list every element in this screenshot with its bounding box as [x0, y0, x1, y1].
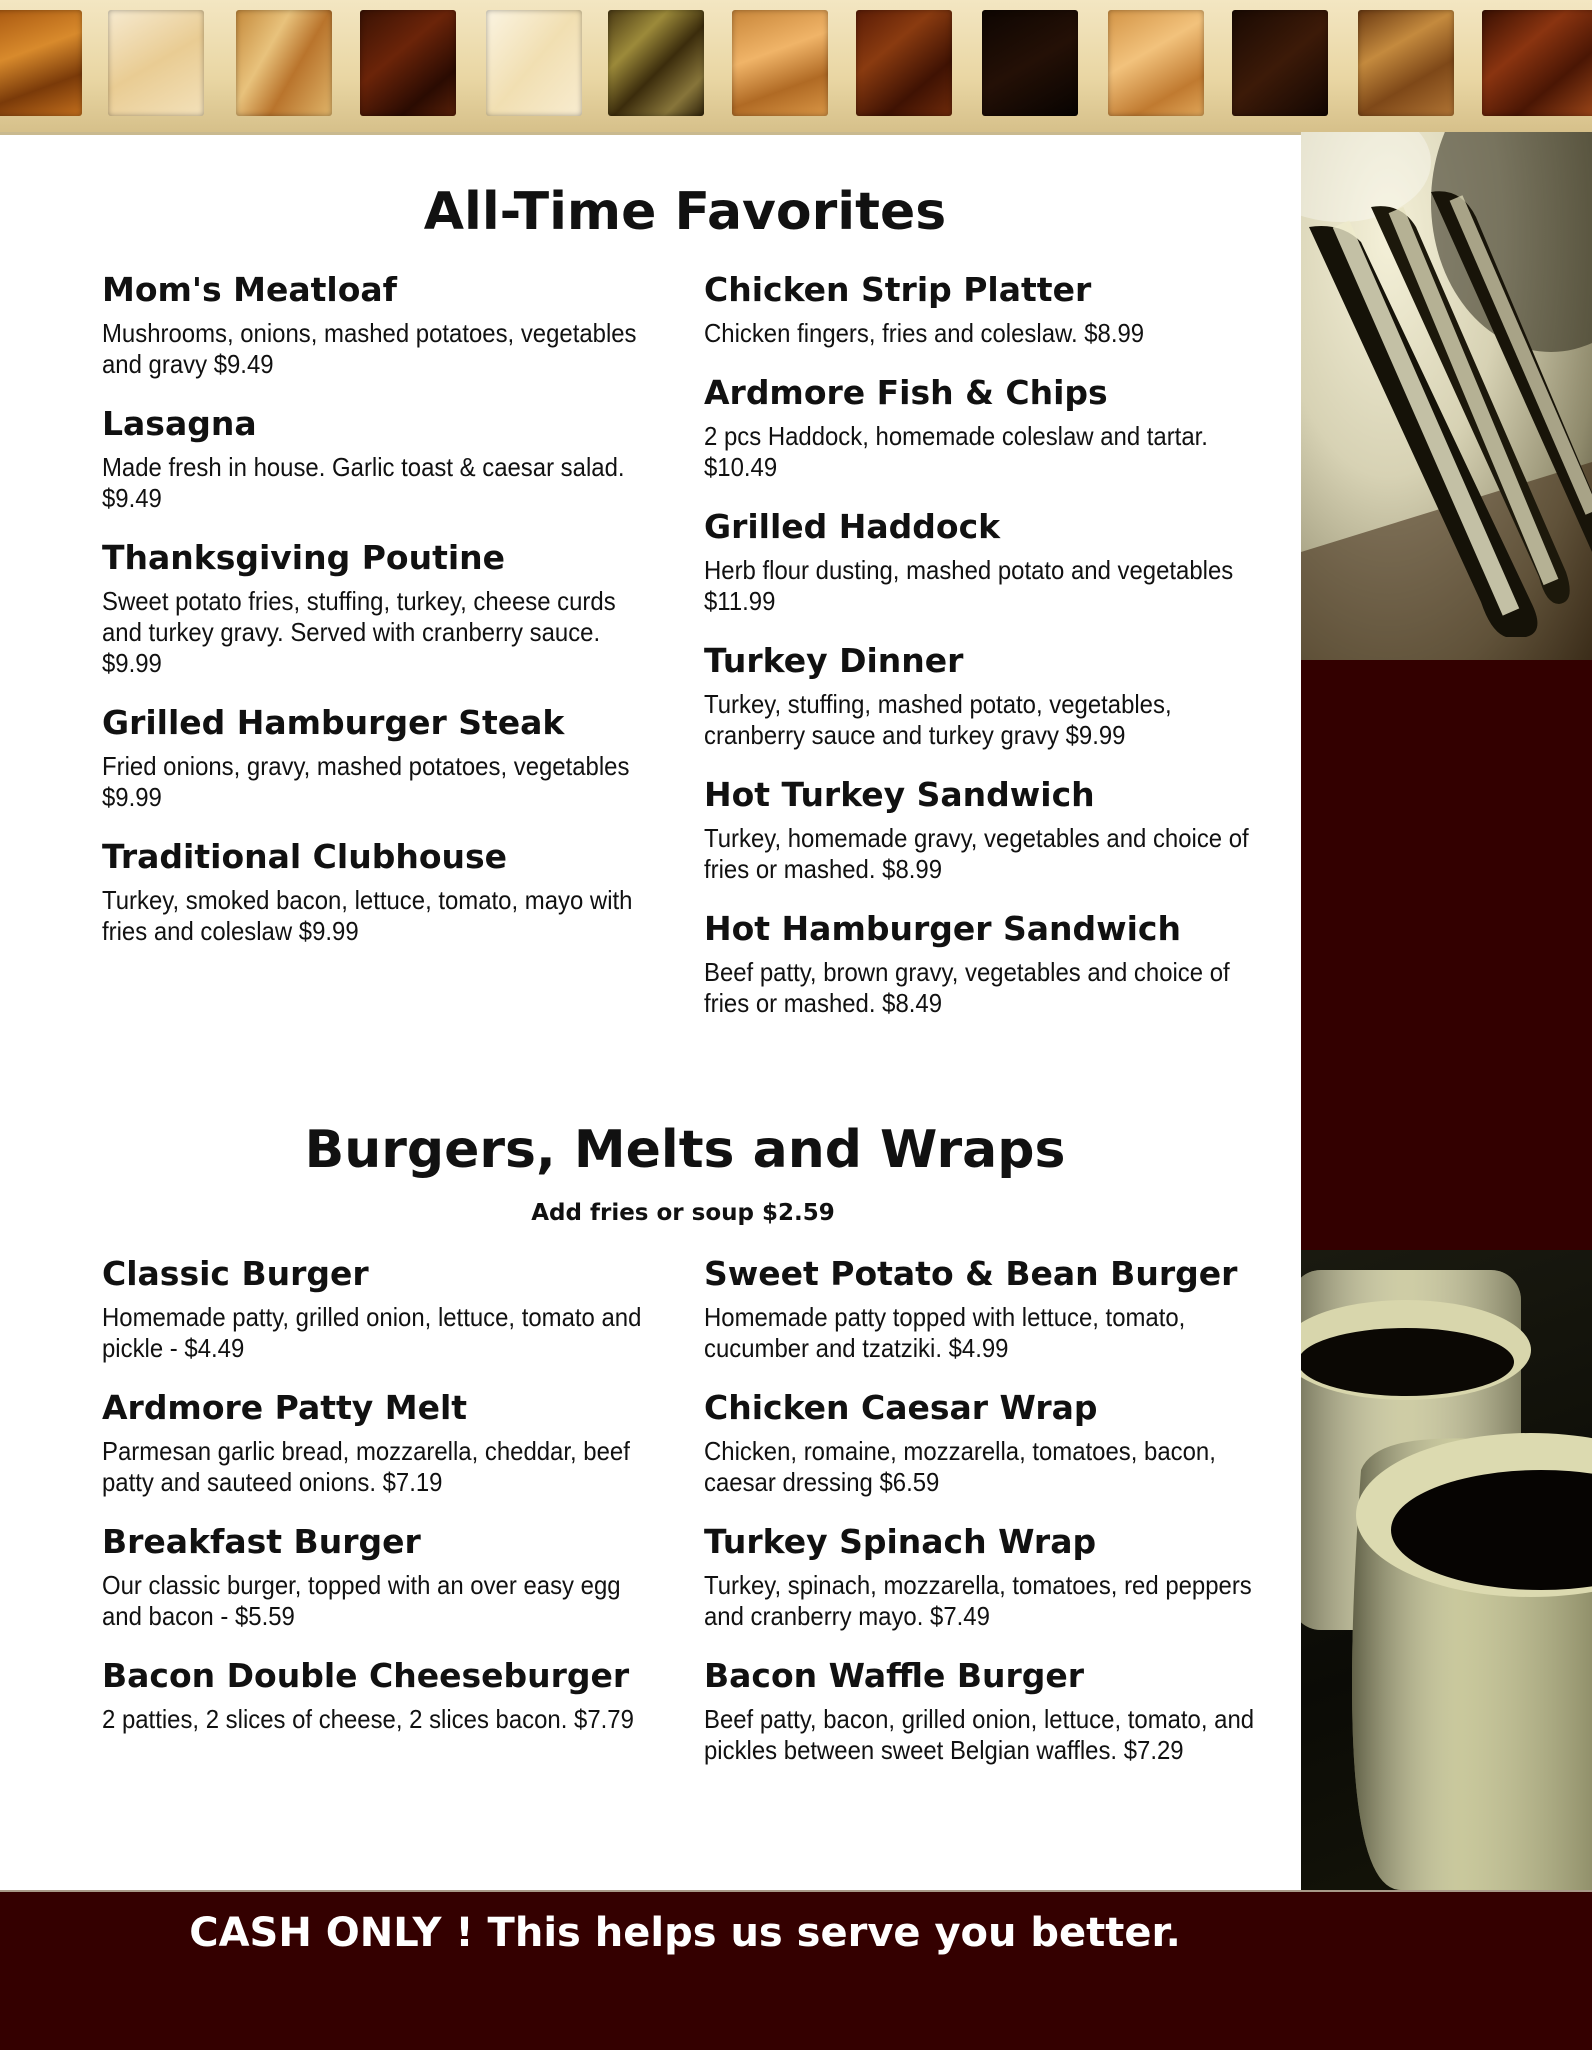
footer-banner: [0, 1890, 1592, 2050]
wood-tile: [486, 10, 582, 116]
menu-item-name: Breakfast Burger: [102, 1522, 421, 1561]
menu-item: [102, 835, 662, 947]
menu-item-name: Hot Turkey Sandwich: [704, 775, 1095, 814]
section-title-burgers: Burgers, Melts and Wraps: [304, 1120, 1066, 1180]
wood-tile: [0, 10, 82, 116]
cash-only-notice: CASH ONLY ! This helps us serve you better.: [189, 1910, 1181, 1956]
menu-item: [704, 639, 1264, 751]
menu-item: [704, 1520, 1264, 1632]
menu-item-description: Chicken, romaine, mozzarella, tomatoes, bacon, caesar dressing $6.59: [704, 1436, 1216, 1497]
wood-tile: [608, 10, 704, 116]
wood-tile: [236, 10, 332, 116]
menu-item-description: Homemade patty, grilled onion, lettuce, tomato and pickle - $4.49: [102, 1302, 642, 1363]
menu-item-description: Beef patty, brown gravy, vegetables and choice of fries or mashed. $8.49: [704, 957, 1230, 1018]
menu-item: [102, 1252, 662, 1364]
menu-item-description: Turkey, stuffing, mashed potato, vegetables, cranberry sauce and turkey gravy $9.99: [704, 689, 1172, 750]
menu-item: [102, 402, 662, 514]
menu-item: [704, 907, 1264, 1019]
menu-item-name: Grilled Haddock: [704, 507, 1001, 546]
menu-item: [704, 268, 1264, 349]
wood-tile: [1232, 10, 1328, 116]
menu-item-name: Chicken Strip Platter: [704, 270, 1092, 309]
wood-tile: [732, 10, 828, 116]
menu-item: [704, 505, 1264, 617]
menu-item-name: Grilled Hamburger Steak: [102, 703, 565, 742]
favorites-left-column: [102, 268, 662, 969]
menu-item-description: Turkey, smoked bacon, lettuce, tomato, mayo with fries and coleslaw $9.99: [102, 885, 633, 946]
section-subtitle-burgers: Add fries or soup $2.59: [531, 1200, 835, 1226]
menu-item-name: Classic Burger: [102, 1254, 369, 1293]
menu-item-name: Ardmore Patty Melt: [102, 1388, 468, 1427]
menu-item-name: Chicken Caesar Wrap: [704, 1388, 1098, 1427]
menu-item-description: Turkey, spinach, mozzarella, tomatoes, red peppers and cranberry mayo. $7.49: [704, 1570, 1252, 1631]
menu-content: [0, 132, 1301, 1890]
menu-item-description: Herb flour dusting, mashed potato and vegetables $11.99: [704, 555, 1234, 616]
wood-tile: [982, 10, 1078, 116]
menu-item: [102, 1386, 662, 1498]
wood-tile: [360, 10, 456, 116]
menu-item: [102, 1654, 662, 1735]
menu-item-description: Our classic burger, topped with an over easy egg and bacon - $5.59: [102, 1570, 621, 1631]
menu-item: [102, 1520, 662, 1632]
menu-item-name: Bacon Waffle Burger: [704, 1656, 1085, 1695]
menu-item-description: Fried onions, gravy, mashed potatoes, vegetables $9.99: [102, 751, 630, 812]
decorative-tile-banner: [0, 0, 1592, 135]
menu-item-name: Turkey Dinner: [704, 641, 964, 680]
menu-item-name: Thanksgiving Poutine: [102, 538, 506, 577]
menu-item-name: Sweet Potato & Bean Burger: [704, 1254, 1238, 1293]
wood-tile: [1482, 10, 1592, 116]
menu-item-description: Made fresh in house. Garlic toast & caesar salad. $9.49: [102, 452, 625, 513]
coffee-cups-illustration: [1301, 1250, 1592, 1890]
menu-item: [102, 268, 662, 380]
burgers-right-column: [704, 1252, 1264, 1788]
menu-item-description: Parmesan garlic bread, mozzarella, cheddar, beef patty and sauteed onions. $7.19: [102, 1436, 630, 1497]
menu-item-description: Turkey, homemade gravy, vegetables and choice of fries or mashed. $8.99: [704, 823, 1249, 884]
menu-item-description: Sweet potato fries, stuffing, turkey, cheese curds and turkey gravy. Served with cranberry sauce. $9.99: [102, 586, 616, 678]
wood-tile: [1108, 10, 1204, 116]
decorative-photo-column: [1301, 132, 1592, 1890]
menu-item-name: Lasagna: [102, 404, 257, 443]
menu-item-description: Beef patty, bacon, grilled onion, lettuce, tomato, and pickles between sweet Belgian waffles. $7.29: [704, 1704, 1255, 1765]
section-title-favorites: All-Time Favorites: [423, 182, 947, 242]
menu-item-name: Ardmore Fish & Chips: [704, 373, 1108, 412]
menu-item: [704, 371, 1264, 483]
menu-item-description: Chicken fingers, fries and coleslaw. $8.99: [704, 318, 1145, 348]
menu-item-description: 2 patties, 2 slices of cheese, 2 slices bacon. $7.79: [102, 1704, 634, 1734]
menu-item: [704, 1654, 1264, 1766]
wood-tile: [1358, 10, 1454, 116]
wood-tile: [856, 10, 952, 116]
menu-item-name: Turkey Spinach Wrap: [704, 1522, 1097, 1561]
menu-item: [704, 773, 1264, 885]
menu-item-description: Mushrooms, onions, mashed potatoes, vegetables and gravy $9.49: [102, 318, 637, 379]
menu-item-name: Hot Hamburger Sandwich: [704, 909, 1181, 948]
burgers-left-column: [102, 1252, 662, 1757]
menu-item-name: Mom's Meatloaf: [102, 270, 398, 309]
menu-item: [102, 701, 662, 813]
favorites-right-column: [704, 268, 1264, 1041]
wood-tile: [108, 10, 204, 116]
coffee-cups-photo: [1301, 1250, 1592, 1890]
menu-item: [704, 1386, 1264, 1498]
menu-item-name: Traditional Clubhouse: [102, 837, 508, 876]
menu-item: [704, 1252, 1264, 1364]
menu-item-description: 2 pcs Haddock, homemade coleslaw and tartar. $10.49: [704, 421, 1208, 482]
menu-item: [102, 536, 662, 679]
menu-item-description: Homemade patty topped with lettuce, tomato, cucumber and tzatziki. $4.99: [704, 1302, 1186, 1363]
menu-item-name: Bacon Double Cheeseburger: [102, 1656, 630, 1695]
